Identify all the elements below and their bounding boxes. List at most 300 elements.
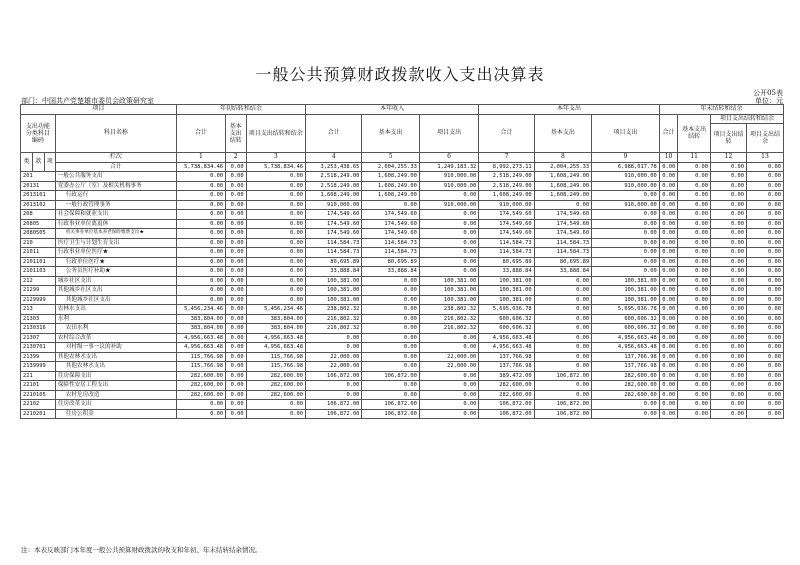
row-value-cell: 910,000.00 — [419, 181, 478, 191]
row-value-cell: 910,000.00 — [306, 200, 362, 210]
total-cell: 2,004,255.33 — [362, 162, 419, 172]
row-value-cell: 0.00 — [306, 333, 362, 343]
table-row — [21, 210, 784, 220]
row-value-cell: 0.00 — [711, 409, 747, 419]
header-closing-proj-bal: 项目支出结余 — [746, 124, 783, 153]
row-value-cell: 0.00 — [659, 409, 677, 419]
row-value-cell: 0.00 — [246, 409, 305, 419]
header-subject-name: 科目名称 — [55, 114, 176, 153]
header-expense-project: 项目支出 — [592, 114, 660, 153]
row-value-cell: 0.00 — [746, 172, 783, 182]
row-code: 2210201 — [21, 409, 56, 419]
row-value-cell: 22,000.00 — [306, 352, 362, 362]
row-value-cell: 174,549.60 — [534, 210, 591, 220]
row-code: 2129999 — [21, 295, 56, 305]
row-value-cell: 0.00 — [746, 324, 783, 334]
row-code: 21011 — [21, 248, 56, 258]
row-value-cell: 0.00 — [534, 314, 591, 324]
row-value-cell: 0.00 — [592, 267, 660, 277]
row-value-cell: 0.00 — [226, 381, 247, 391]
row-value-cell: 0.00 — [246, 267, 305, 277]
table-row — [21, 314, 784, 324]
row-value-cell: 0.00 — [226, 390, 247, 400]
row-value-cell: 0.00 — [678, 381, 711, 391]
row-value-cell: 0.00 — [176, 286, 225, 296]
row-value-cell: 0.00 — [678, 400, 711, 410]
row-value-cell: 100,381.00 — [306, 295, 362, 305]
row-value-cell: 282,600.00 — [592, 371, 660, 381]
table-row — [21, 352, 784, 362]
row-value-cell: 80,695.89 — [306, 257, 362, 267]
row-value-cell: 0.00 — [362, 333, 419, 343]
row-value-cell: 0.00 — [678, 324, 711, 334]
row-value-cell: 0.00 — [711, 172, 747, 182]
row-code: 20131 — [21, 181, 56, 191]
row-subject-name: 农田水利 — [55, 324, 176, 334]
row-subject-name: 农村综合改革 — [55, 333, 176, 343]
row-subject-name: 公务员医疗补助★ — [55, 267, 176, 277]
header-xiang: 项 — [44, 153, 55, 172]
row-value-cell: 282,600.00 — [176, 390, 225, 400]
row-value-cell: 33,888.84 — [534, 267, 591, 277]
row-value-cell: 238,802.32 — [419, 305, 478, 315]
row-value-cell: 4,956,663.48 — [246, 343, 305, 353]
row-value-cell: 0.00 — [711, 200, 747, 210]
row-value-cell: 0.00 — [419, 210, 478, 220]
row-value-cell: 0.00 — [678, 257, 711, 267]
header-expense-total: 合计 — [479, 114, 534, 153]
row-value-cell: 0.00 — [659, 352, 677, 362]
row-value-cell: 282,600.00 — [246, 371, 305, 381]
row-value-cell: 100,381.00 — [592, 276, 660, 286]
total-cell: 0.00 — [226, 162, 247, 172]
table-row — [21, 381, 784, 391]
col-num: 6 — [419, 153, 478, 163]
row-value-cell: 0.00 — [419, 390, 478, 400]
row-value-cell: 0.00 — [176, 238, 225, 248]
header-expense-basic: 基本支出 — [534, 114, 591, 153]
row-value-cell: 0.00 — [746, 400, 783, 410]
col-num: 13 — [746, 153, 783, 163]
row-value-cell: 0.00 — [659, 229, 677, 239]
row-value-cell: 115,766.98 — [246, 362, 305, 372]
row-value-cell: 0.00 — [678, 371, 711, 381]
row-subject-name: 农林水支出 — [55, 305, 176, 315]
row-value-cell: 0.00 — [678, 267, 711, 277]
row-value-cell: 0.00 — [226, 229, 247, 239]
row-code: 22102 — [21, 400, 56, 410]
row-value-cell: 0.00 — [534, 200, 591, 210]
row-value-cell: 137,766.98 — [592, 352, 660, 362]
row-code: 2139999 — [21, 362, 56, 372]
row-value-cell: 0.00 — [711, 371, 747, 381]
row-value-cell: 0.00 — [659, 381, 677, 391]
row-value-cell: 0.00 — [711, 286, 747, 296]
row-value-cell: 0.00 — [419, 248, 478, 258]
table-row — [21, 409, 784, 419]
row-value-cell: 80,695.89 — [362, 257, 419, 267]
row-value-cell: 0.00 — [746, 200, 783, 210]
row-value-cell: 2,518,249.00 — [306, 181, 362, 191]
row-value-cell: 0.00 — [678, 200, 711, 210]
row-value-cell: 0.00 — [678, 276, 711, 286]
row-value-cell: 0.00 — [746, 219, 783, 229]
row-value-cell: 100,381.00 — [306, 286, 362, 296]
row-value-cell: 0.00 — [246, 200, 305, 210]
row-code: 2013102 — [21, 200, 56, 210]
row-value-cell: 0.00 — [678, 343, 711, 353]
row-value-cell: 114,584.73 — [306, 248, 362, 258]
row-value-cell: 0.00 — [419, 257, 478, 267]
row-value-cell: 0.00 — [711, 400, 747, 410]
row-code: 2130701 — [21, 343, 56, 353]
table-note: 注：本表反映部门本年度一般公共预算财政拨款的收支和年初、年末结转结余情况。 — [21, 546, 262, 554]
row-value-cell: 0.00 — [362, 343, 419, 353]
row-code: 22101 — [21, 381, 56, 391]
table-row — [21, 248, 784, 258]
row-value-cell: 174,549.60 — [362, 210, 419, 220]
row-value-cell: 174,549.60 — [362, 219, 419, 229]
row-value-cell: 0.00 — [226, 352, 247, 362]
row-value-cell: 0.00 — [746, 362, 783, 372]
row-value-cell: 0.00 — [176, 257, 225, 267]
row-value-cell: 1,608,249.00 — [362, 181, 419, 191]
row-value-cell: 0.00 — [678, 210, 711, 220]
row-value-cell: 0.00 — [678, 229, 711, 239]
total-cell: 8,992,273.11 — [479, 162, 534, 172]
row-value-cell: 0.00 — [678, 238, 711, 248]
row-value-cell: 0.00 — [362, 362, 419, 372]
row-value-cell: 0.00 — [176, 276, 225, 286]
table-row — [21, 229, 784, 239]
table-body — [21, 172, 784, 419]
row-value-cell: 0.00 — [306, 343, 362, 353]
row-value-cell: 0.00 — [246, 295, 305, 305]
department-label: 部门：中国共产党楚雄市委员会政策研究室 — [21, 97, 154, 105]
row-value-cell: 0.00 — [226, 409, 247, 419]
col-num: 8 — [534, 153, 591, 163]
row-value-cell: 0.00 — [534, 390, 591, 400]
row-value-cell: 5,456,234.46 — [246, 305, 305, 315]
total-label: 合计 — [55, 162, 176, 172]
row-value-cell: 0.00 — [659, 305, 677, 315]
total-cell: 6,988,017.78 — [592, 162, 660, 172]
row-value-cell: 0.00 — [678, 172, 711, 182]
row-code: 201 — [21, 172, 56, 182]
row-subject-name: 一般行政管理事务 — [55, 200, 176, 210]
row-value-cell: 0.00 — [419, 371, 478, 381]
row-value-cell: 174,549.60 — [306, 219, 362, 229]
row-value-cell: 0.00 — [659, 400, 677, 410]
row-value-cell: 282,600.00 — [176, 371, 225, 381]
row-value-cell: 910,000.00 — [419, 172, 478, 182]
row-value-cell: 0.00 — [659, 324, 677, 334]
row-value-cell: 33,888.84 — [306, 267, 362, 277]
row-code: 21303 — [21, 314, 56, 324]
header-opening-total: 合计 — [176, 114, 225, 153]
row-value-cell: 0.00 — [678, 248, 711, 258]
row-subject-name: 社会保障和就业支出 — [55, 210, 176, 220]
row-value-cell: 115,766.98 — [176, 352, 225, 362]
col-num: 10 — [659, 153, 677, 163]
unit-label: 单位：元 — [755, 97, 783, 105]
row-value-cell: 0.00 — [746, 409, 783, 419]
row-value-cell: 174,549.60 — [306, 229, 362, 239]
total-row — [21, 162, 784, 172]
header-closing-project: 项目支出结转和结余 — [711, 114, 784, 124]
row-value-cell: 100,381.00 — [479, 276, 534, 286]
row-value-cell: 1,608,249.00 — [362, 191, 419, 201]
row-value-cell: 0.00 — [592, 400, 660, 410]
row-value-cell: 106,872.00 — [479, 409, 534, 419]
row-value-cell: 0.00 — [419, 238, 478, 248]
row-value-cell: 0.00 — [659, 238, 677, 248]
row-value-cell: 80,695.89 — [534, 257, 591, 267]
total-cell: 0.00 — [678, 162, 711, 172]
total-cell: 0.00 — [746, 162, 783, 172]
row-value-cell: 137,766.98 — [592, 362, 660, 372]
row-value-cell: 0.00 — [678, 191, 711, 201]
row-value-cell: 282,600.00 — [176, 381, 225, 391]
row-value-cell: 174,549.60 — [306, 210, 362, 220]
col-num: 5 — [362, 153, 419, 163]
row-value-cell: 0.00 — [534, 352, 591, 362]
header-expense: 本年支出 — [479, 105, 659, 115]
row-value-cell: 0.00 — [226, 200, 247, 210]
col-num: 2 — [226, 153, 247, 163]
header-opening: 年初结转和结余 — [176, 105, 305, 115]
row-value-cell: 0.00 — [711, 352, 747, 362]
table-row — [21, 295, 784, 305]
row-value-cell: 0.00 — [746, 276, 783, 286]
row-value-cell: 0.00 — [678, 219, 711, 229]
row-value-cell: 0.00 — [176, 295, 225, 305]
row-value-cell: 0.00 — [746, 295, 783, 305]
header-kuan: 款 — [33, 153, 44, 172]
row-code: 21299 — [21, 286, 56, 296]
row-value-cell: 106,872.00 — [534, 409, 591, 419]
row-value-cell: 0.00 — [659, 172, 677, 182]
row-value-cell: 115,766.98 — [176, 362, 225, 372]
row-value-cell: 0.00 — [711, 295, 747, 305]
row-value-cell: 80,695.89 — [479, 257, 534, 267]
row-value-cell: 0.00 — [246, 181, 305, 191]
row-value-cell: 282,600.00 — [479, 381, 534, 391]
row-value-cell: 0.00 — [592, 219, 660, 229]
row-value-cell: 0.00 — [246, 219, 305, 229]
row-value-cell: 0.00 — [362, 200, 419, 210]
row-value-cell: 0.00 — [746, 333, 783, 343]
row-value-cell: 0.00 — [534, 333, 591, 343]
row-value-cell: 282,600.00 — [246, 381, 305, 391]
row-value-cell: 114,584.73 — [306, 238, 362, 248]
row-value-cell: 0.00 — [534, 295, 591, 305]
row-code: 2013101 — [21, 191, 56, 201]
row-value-cell: 0.00 — [711, 229, 747, 239]
row-value-cell: 0.00 — [659, 333, 677, 343]
row-value-cell: 0.00 — [592, 238, 660, 248]
row-value-cell: 0.00 — [246, 229, 305, 239]
row-subject-name: 其他城乡社区支出 — [55, 295, 176, 305]
row-value-cell: 115,766.98 — [246, 352, 305, 362]
row-code: 2101103 — [21, 267, 56, 277]
row-value-cell: 0.00 — [226, 333, 247, 343]
row-value-cell: 0.00 — [678, 286, 711, 296]
row-value-cell: 910,000.00 — [419, 200, 478, 210]
row-value-cell: 114,584.73 — [362, 238, 419, 248]
row-value-cell: 0.00 — [226, 343, 247, 353]
row-value-cell: 0.00 — [534, 343, 591, 353]
row-value-cell: 216,802.32 — [419, 314, 478, 324]
row-value-cell: 0.00 — [226, 248, 247, 258]
row-value-cell: 0.00 — [678, 314, 711, 324]
header-func-code: 支出功能分类科目编码 — [21, 114, 56, 153]
row-value-cell: 174,549.60 — [534, 229, 591, 239]
row-code: 20805 — [21, 219, 56, 229]
row-value-cell: 0.00 — [419, 267, 478, 277]
row-value-cell: 0.00 — [592, 248, 660, 258]
row-value-cell: 0.00 — [711, 390, 747, 400]
row-subject-name: 住房公积金 — [55, 409, 176, 419]
report-title: 一般公共预算财政拨款收入支出决算表 — [255, 65, 545, 84]
row-subject-name: 医疗卫生与计划生育支出 — [55, 238, 176, 248]
row-value-cell: 0.00 — [659, 343, 677, 353]
row-value-cell: 22,000.00 — [306, 362, 362, 372]
row-value-cell: 0.00 — [711, 257, 747, 267]
row-value-cell: 4,956,663.48 — [479, 343, 534, 353]
row-value-cell: 4,956,663.48 — [176, 343, 225, 353]
header-income: 本年收入 — [306, 105, 479, 115]
row-value-cell: 0.00 — [362, 314, 419, 324]
row-value-cell: 0.00 — [246, 257, 305, 267]
row-value-cell: 0.00 — [659, 362, 677, 372]
row-value-cell: 0.00 — [659, 314, 677, 324]
row-value-cell: 0.00 — [746, 181, 783, 191]
row-value-cell: 0.00 — [226, 305, 247, 315]
row-value-cell: 389,472.00 — [479, 371, 534, 381]
row-value-cell: 0.00 — [659, 210, 677, 220]
col-num: 9 — [592, 153, 660, 163]
row-value-cell: 0.00 — [746, 267, 783, 277]
row-value-cell: 114,584.73 — [534, 238, 591, 248]
row-value-cell: 0.00 — [362, 286, 419, 296]
row-code: 213 — [21, 305, 56, 315]
row-value-cell: 0.00 — [659, 257, 677, 267]
header-closing-basic: 基本支出结转 — [678, 114, 711, 153]
table-row — [21, 181, 784, 191]
row-code: 21399 — [21, 352, 56, 362]
total-cell: 0.00 — [711, 162, 747, 172]
col-num: 3 — [246, 153, 305, 163]
row-value-cell: 106,872.00 — [306, 400, 362, 410]
table-row — [21, 219, 784, 229]
row-value-cell: 910,000.00 — [592, 172, 660, 182]
row-value-cell: 0.00 — [678, 181, 711, 191]
row-value-cell: 0.00 — [592, 257, 660, 267]
row-value-cell: 0.00 — [659, 276, 677, 286]
total-cell: 3,253,438.65 — [306, 162, 362, 172]
row-value-cell: 0.00 — [176, 191, 225, 201]
row-code: 2130316 — [21, 324, 56, 334]
row-value-cell: 383,804.00 — [246, 314, 305, 324]
row-value-cell: 137,766.98 — [479, 352, 534, 362]
row-subject-name: 机关事业单位基本养老保险缴费支出★ — [55, 229, 176, 239]
row-value-cell: 0.00 — [419, 343, 478, 353]
row-value-cell: 0.00 — [226, 267, 247, 277]
row-value-cell: 0.00 — [226, 276, 247, 286]
table-row — [21, 286, 784, 296]
row-value-cell: 0.00 — [711, 362, 747, 372]
row-value-cell: 0.00 — [362, 305, 419, 315]
row-value-cell: 0.00 — [362, 352, 419, 362]
row-value-cell: 1,608,249.00 — [534, 181, 591, 191]
row-value-cell: 4,956,663.48 — [246, 333, 305, 343]
row-value-cell: 0.00 — [226, 371, 247, 381]
row-subject-name: 行政单位医疗★ — [55, 257, 176, 267]
row-value-cell: 0.00 — [746, 305, 783, 315]
row-value-cell: 0.00 — [419, 409, 478, 419]
row-value-cell: 2,518,249.00 — [479, 181, 534, 191]
row-value-cell: 0.00 — [678, 295, 711, 305]
table-row — [21, 333, 784, 343]
row-subject-name: 城乡社区支出 — [55, 276, 176, 286]
row-value-cell: 0.00 — [419, 219, 478, 229]
row-value-cell: 0.00 — [176, 267, 225, 277]
row-value-cell: 0.00 — [711, 248, 747, 258]
row-value-cell: 4,956,663.48 — [176, 333, 225, 343]
row-code: 2080505 — [21, 229, 56, 239]
header-row-order: 栏次 — [55, 153, 176, 163]
row-value-cell: 0.00 — [226, 324, 247, 334]
row-value-cell: 114,584.73 — [479, 248, 534, 258]
row-value-cell: 0.00 — [176, 200, 225, 210]
row-value-cell: 0.00 — [419, 400, 478, 410]
table-row — [21, 362, 784, 372]
row-value-cell: 0.00 — [746, 229, 783, 239]
row-value-cell: 0.00 — [226, 181, 247, 191]
row-value-cell: 0.00 — [176, 400, 225, 410]
row-subject-name: 党委办公厅（室）及相关机构事务 — [55, 181, 176, 191]
row-value-cell: 100,381.00 — [306, 276, 362, 286]
row-value-cell: 174,549.60 — [534, 219, 591, 229]
row-value-cell: 0.00 — [246, 210, 305, 220]
header-project: 项目 — [21, 105, 177, 115]
row-value-cell: 238,802.32 — [306, 305, 362, 315]
row-value-cell: 0.00 — [746, 238, 783, 248]
row-value-cell: 0.00 — [362, 295, 419, 305]
row-value-cell: 174,549.60 — [362, 229, 419, 239]
row-value-cell: 0.00 — [226, 400, 247, 410]
row-subject-name: 住房改革支出 — [55, 400, 176, 410]
row-value-cell: 33,888.84 — [479, 267, 534, 277]
row-subject-name: 一般公共服务支出 — [55, 172, 176, 182]
row-value-cell: 282,600.00 — [246, 390, 305, 400]
total-cell: 5,738,834.46 — [246, 162, 305, 172]
row-value-cell: 0.00 — [711, 181, 747, 191]
row-value-cell: 0.00 — [678, 333, 711, 343]
row-value-cell: 100,381.00 — [419, 286, 478, 296]
row-value-cell: 5,695,036.78 — [479, 305, 534, 315]
row-value-cell: 106,872.00 — [306, 371, 362, 381]
row-value-cell: 0.00 — [362, 381, 419, 391]
row-value-cell: 106,872.00 — [479, 400, 534, 410]
row-value-cell: 0.00 — [534, 362, 591, 372]
row-value-cell: 100,381.00 — [479, 295, 534, 305]
row-value-cell: 174,549.60 — [479, 219, 534, 229]
row-value-cell: 0.00 — [226, 362, 247, 372]
row-value-cell: 0.00 — [659, 248, 677, 258]
row-value-cell: 910,000.00 — [479, 200, 534, 210]
